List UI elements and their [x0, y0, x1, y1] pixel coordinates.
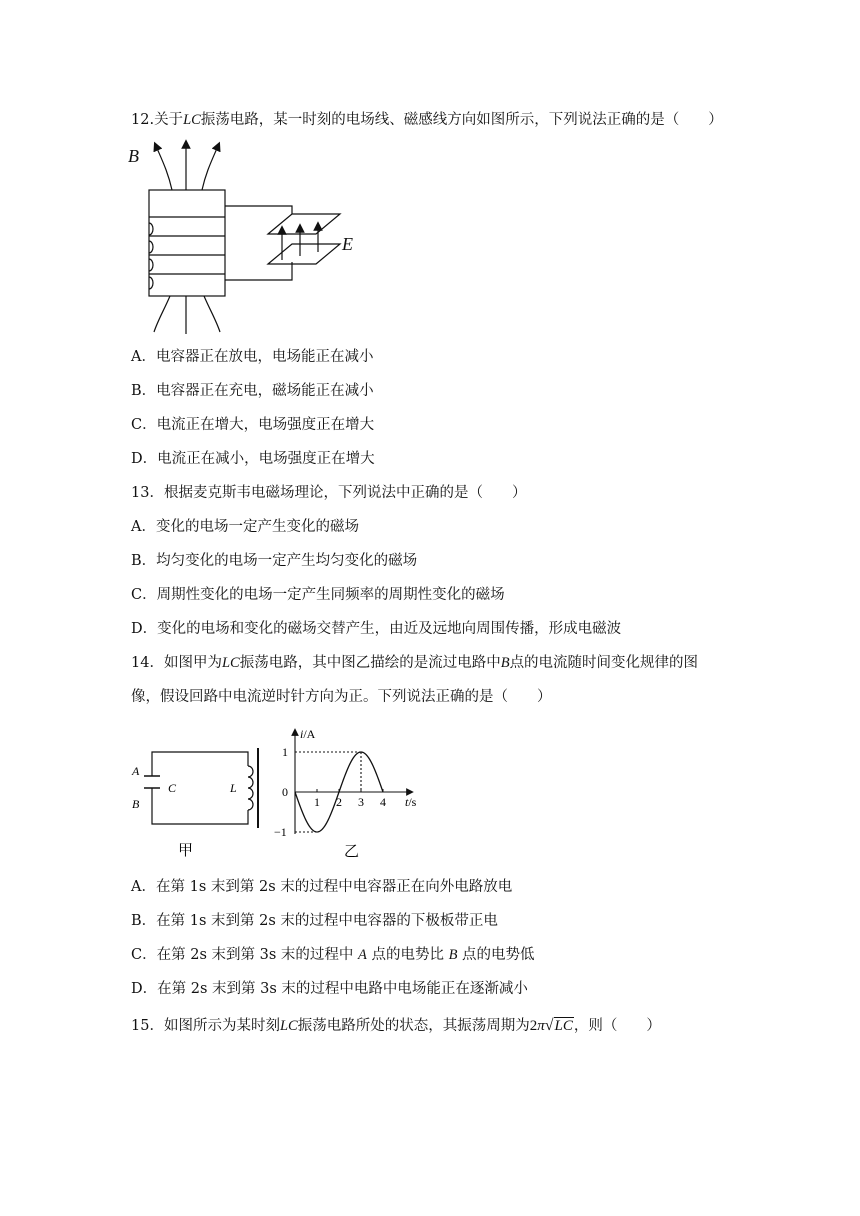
q12-option-b: B．电容器正在充电，磁场能正在减小: [131, 383, 374, 399]
q13-option-b: B．均匀变化的电场一定产生均匀变化的磁场: [131, 553, 418, 569]
svg-text:L: L: [230, 781, 237, 795]
field-line-right: [202, 146, 218, 190]
q14-current-graph: [272, 724, 432, 862]
field-line-left: [156, 146, 172, 190]
label-e: E: [342, 234, 353, 254]
coil-body: [149, 190, 225, 296]
capacitor-top-plate: [268, 214, 340, 234]
x-tick-label: 4: [380, 795, 386, 809]
x-tick-label: 3: [358, 795, 364, 809]
q14-stem-line2: 像，假设回路中电流逆时针方向为正。下列说法正确的是（ ）: [131, 689, 552, 705]
svg-text:甲: 甲: [178, 843, 194, 859]
x-tick-label: 1: [314, 795, 320, 809]
q14-option-b: B．在第 1s 末到第 2s 末的过程中电容器的下极板带正电: [131, 913, 498, 929]
q14-option-a: A．在第 1s 末到第 2s 末的过程中电容器正在向外电路放电: [131, 879, 513, 895]
svg-text:C: C: [168, 781, 177, 795]
y-tick-top: 1: [282, 745, 288, 759]
q13-option-a: A．变化的电场一定产生变化的磁场: [131, 519, 359, 535]
period-formula: 2π√LC: [529, 1017, 573, 1034]
q14-stem-line1: 14．如图甲为LC振荡电路，其中图乙描绘的是流过电路中B点的电流随时间变化规律的图: [131, 655, 699, 671]
x-tick-label: 2: [336, 795, 342, 809]
q15-stem: 15．如图所示为某时刻LC振荡电路所处的状态，其振荡周期为2π√LC，则（ ）: [131, 1017, 661, 1034]
origin-label: 0: [282, 785, 288, 799]
q12-option-c: C．电流正在增大，电场强度正在增大: [131, 417, 375, 433]
q13-option-c: C．周期性变化的电场一定产生同频率的周期性变化的磁场: [131, 587, 505, 603]
q14-circuit-figure: [128, 744, 268, 862]
label-b: B: [128, 146, 139, 166]
q12-stem: 12.关于LC振荡电路，某一时刻的电场线、磁感线方向如图所示，下列说法正确的是（ ）: [131, 112, 723, 128]
svg-text:A: A: [132, 764, 140, 778]
y-tick-bottom: −1: [274, 825, 287, 839]
inductor-coil: [248, 766, 253, 810]
q12-option-d: D．电流正在减小，电场强度正在增大: [131, 451, 375, 467]
graph-caption: 乙: [344, 844, 360, 860]
q14-option-d: D．在第 2s 末到第 3s 末的过程中电路中电场能正在逐渐减小: [131, 981, 528, 997]
q12-option-a: A．电容器正在放电，电场能正在减小: [131, 349, 374, 365]
q14-option-c: C．在第 2s 末到第 3s 末的过程中 A 点的电势比 B 点的电势低: [131, 947, 535, 963]
svg-text:B: B: [132, 797, 140, 811]
sqrt-icon: √: [544, 1017, 554, 1034]
capacitor-bottom-plate: [268, 244, 340, 264]
x-axis-label: t/s: [405, 795, 417, 809]
q12-figure-coil-capacitor: [120, 138, 370, 338]
q13-stem: 13．根据麦克斯韦电磁场理论，下列说法中正确的是（ ）: [131, 485, 527, 501]
y-axis-label: i/A: [300, 727, 316, 741]
q13-option-d: D．变化的电场和变化的磁场交替产生，由近及远地向周围传播，形成电磁波: [131, 621, 622, 637]
